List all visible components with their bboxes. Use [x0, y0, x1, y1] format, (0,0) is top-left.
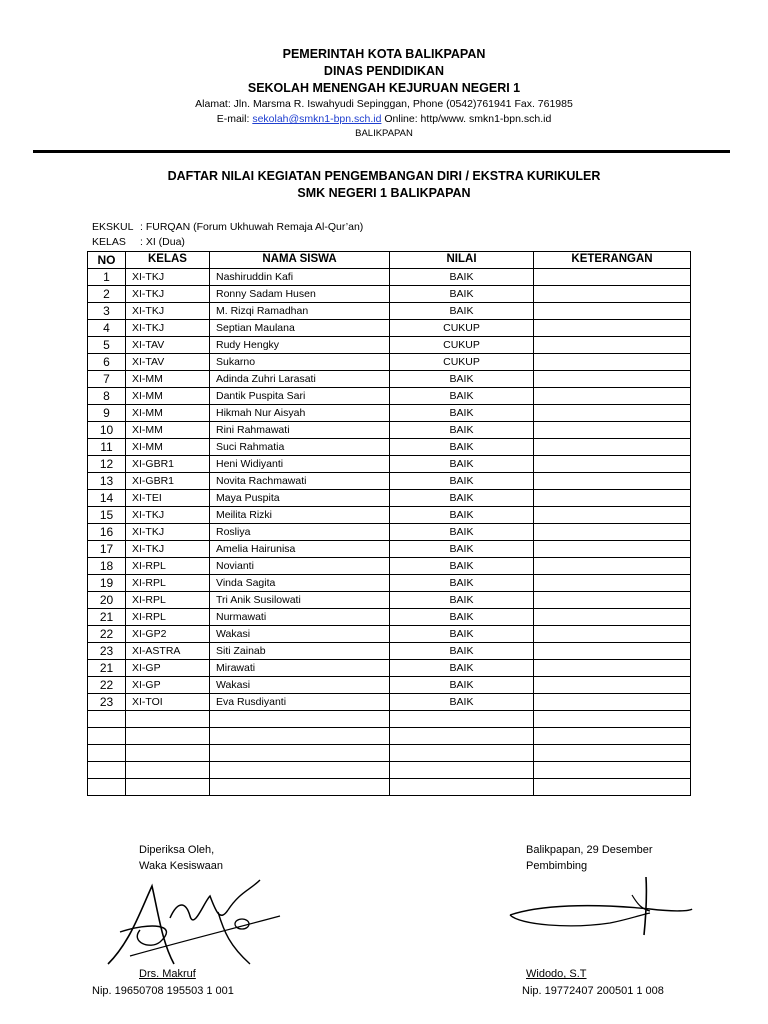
cell-no: 19 — [88, 575, 126, 592]
cell-nilai: BAIK — [390, 303, 534, 320]
cell-no: 20 — [88, 592, 126, 609]
cell-nama: Hikmah Nur Aisyah — [210, 405, 390, 422]
col-keterangan-header: KETERANGAN — [534, 252, 691, 269]
cell-no: 10 — [88, 422, 126, 439]
cell-keterangan — [534, 456, 691, 473]
cell-keterangan — [534, 405, 691, 422]
cell-keterangan — [534, 388, 691, 405]
table-row — [88, 439, 691, 456]
cell-no: 1 — [88, 269, 126, 286]
cell-keterangan — [534, 422, 691, 439]
cell-nilai: BAIK — [390, 473, 534, 490]
table-row — [88, 626, 691, 643]
cell-no: 18 — [88, 558, 126, 575]
table-row — [88, 354, 691, 371]
right-signature-image — [500, 875, 700, 945]
cell-nama: Nashiruddin Kafi — [210, 269, 390, 286]
cell-keterangan — [534, 711, 691, 728]
cell-nama: Adinda Zuhri Larasati — [210, 371, 390, 388]
cell-nilai: BAIK — [390, 439, 534, 456]
cell-kelas: XI-TOI — [126, 694, 210, 711]
cell-nama: Sukarno — [210, 354, 390, 371]
cell-no: 5 — [88, 337, 126, 354]
cell-nama: Amelia Hairunisa — [210, 541, 390, 558]
table-row — [88, 286, 691, 303]
cell-no: 21 — [88, 609, 126, 626]
cell-no: 23 — [88, 643, 126, 660]
table-row — [88, 575, 691, 592]
cell-keterangan — [534, 286, 691, 303]
ekskul-info — [92, 222, 363, 233]
cell-nilai: BAIK — [390, 456, 534, 473]
cell-kelas: XI-TAV — [126, 337, 210, 354]
cell-keterangan — [534, 354, 691, 371]
table-row — [88, 643, 691, 660]
cell-nama: Heni Widiyanti — [210, 456, 390, 473]
cell-nilai: CUKUP — [390, 320, 534, 337]
cell-no: 23 — [88, 694, 126, 711]
table-row — [88, 303, 691, 320]
cell-no: 22 — [88, 626, 126, 643]
cell-keterangan — [534, 609, 691, 626]
cell-no: 3 — [88, 303, 126, 320]
cell-kelas: XI-GP — [126, 660, 210, 677]
cell-no: 11 — [88, 439, 126, 456]
cell-nilai — [390, 711, 534, 728]
cell-nama: Novita Rachmawati — [210, 473, 390, 490]
cell-nilai: BAIK — [390, 609, 534, 626]
cell-nama: Tri Anik Susilowati — [210, 592, 390, 609]
cell-nilai: CUKUP — [390, 337, 534, 354]
cell-nilai — [390, 779, 534, 796]
table-row — [88, 473, 691, 490]
table-row — [88, 388, 691, 405]
cell-keterangan — [534, 745, 691, 762]
table-row — [88, 269, 691, 286]
table-row — [88, 371, 691, 388]
kelas-info — [92, 237, 185, 248]
cell-no — [88, 711, 126, 728]
left-sign-name: Drs. Makruf — [139, 968, 196, 980]
cell-nilai: BAIK — [390, 388, 534, 405]
cell-keterangan — [534, 541, 691, 558]
cell-nama: Novianti — [210, 558, 390, 575]
cell-kelas: XI-TKJ — [126, 507, 210, 524]
left-signature-image — [100, 872, 290, 972]
cell-no: 6 — [88, 354, 126, 371]
cell-nilai: BAIK — [390, 643, 534, 660]
header-school: SEKOLAH MENENGAH KEJURUAN NEGERI 1 — [247, 81, 521, 95]
cell-no: 17 — [88, 541, 126, 558]
cell-keterangan — [534, 490, 691, 507]
col-nama-header: NAMA SISWA — [210, 252, 390, 269]
cell-nama — [210, 711, 390, 728]
right-sign-date: Balikpapan, 29 Desember — [526, 844, 653, 856]
website-text: Online: http/www. smkn1-bpn.sch.id — [381, 113, 552, 125]
cell-kelas: XI-GBR1 — [126, 456, 210, 473]
table-row — [88, 456, 691, 473]
cell-no: 2 — [88, 286, 126, 303]
header-contact — [0, 114, 768, 125]
cell-keterangan — [534, 507, 691, 524]
cell-nilai: BAIK — [390, 405, 534, 422]
cell-kelas: XI-MM — [126, 439, 210, 456]
cell-kelas — [126, 728, 210, 745]
table-row — [88, 728, 691, 745]
table-row — [88, 541, 691, 558]
document-title: DAFTAR NILAI KEGIATAN PENGEMBANGAN DIRI / EKSTRA KURIKULER — [167, 169, 601, 183]
email-link[interactable]: sekolah@smkn1-bpn.sch.id — [252, 113, 382, 125]
header-department: DINAS PENDIDIKAN — [323, 64, 445, 78]
cell-kelas: XI-GBR1 — [126, 473, 210, 490]
cell-nilai — [390, 745, 534, 762]
cell-no: 9 — [88, 405, 126, 422]
cell-no: 8 — [88, 388, 126, 405]
cell-nama: Ronny Sadam Husen — [210, 286, 390, 303]
left-sign-caption: Diperiksa Oleh, — [139, 844, 215, 856]
cell-nilai — [390, 728, 534, 745]
cell-keterangan — [534, 558, 691, 575]
cell-kelas: XI-RPL — [126, 592, 210, 609]
cell-keterangan — [534, 694, 691, 711]
cell-nama: Siti Zainab — [210, 643, 390, 660]
table-row — [88, 592, 691, 609]
cell-kelas — [126, 779, 210, 796]
cell-nama — [210, 762, 390, 779]
table-row — [88, 405, 691, 422]
cell-kelas: XI-TAV — [126, 354, 210, 371]
right-sign-name: Widodo, S.T — [526, 968, 587, 980]
cell-keterangan — [534, 762, 691, 779]
col-kelas-header: KELAS — [126, 252, 210, 269]
cell-keterangan — [534, 626, 691, 643]
table-row — [88, 320, 691, 337]
cell-nilai: BAIK — [390, 507, 534, 524]
cell-no: 4 — [88, 320, 126, 337]
cell-no: 14 — [88, 490, 126, 507]
left-sign-role: Waka Kesiswaan — [139, 860, 223, 872]
cell-nilai: BAIK — [390, 575, 534, 592]
cell-no — [88, 762, 126, 779]
cell-keterangan — [534, 269, 691, 286]
cell-kelas: XI-TEI — [126, 490, 210, 507]
cell-nama: Rosliya — [210, 524, 390, 541]
table-row — [88, 745, 691, 762]
cell-nama: Eva Rusdiyanti — [210, 694, 390, 711]
cell-nilai: BAIK — [390, 286, 534, 303]
cell-nilai: BAIK — [390, 592, 534, 609]
cell-nilai: BAIK — [390, 490, 534, 507]
cell-keterangan — [534, 371, 691, 388]
cell-keterangan — [534, 575, 691, 592]
cell-kelas — [126, 711, 210, 728]
table-body — [88, 269, 691, 796]
cell-nama: Meilita Rizki — [210, 507, 390, 524]
table-row — [88, 507, 691, 524]
cell-kelas: XI-MM — [126, 422, 210, 439]
cell-nama: Maya Puspita — [210, 490, 390, 507]
cell-nama — [210, 728, 390, 745]
grades-table — [87, 251, 691, 796]
table-row — [88, 524, 691, 541]
cell-kelas — [126, 745, 210, 762]
cell-nama: Septian Maulana — [210, 320, 390, 337]
cell-kelas: XI-GP — [126, 677, 210, 694]
header-address: Alamat: Jln. Marsma R. Iswahyudi Sepinggan, Phone (0542)761941 Fax. 761985 — [195, 98, 573, 110]
cell-nama: Suci Rahmatia — [210, 439, 390, 456]
cell-kelas: XI-GP2 — [126, 626, 210, 643]
cell-nilai: BAIK — [390, 677, 534, 694]
cell-kelas — [126, 762, 210, 779]
table-row — [88, 558, 691, 575]
cell-nilai: BAIK — [390, 269, 534, 286]
cell-nilai: BAIK — [390, 371, 534, 388]
cell-kelas: XI-RPL — [126, 575, 210, 592]
table-row — [88, 711, 691, 728]
cell-nilai: BAIK — [390, 660, 534, 677]
col-nilai-header: NILAI — [390, 252, 534, 269]
cell-keterangan — [534, 524, 691, 541]
table-row — [88, 660, 691, 677]
cell-nama: Mirawati — [210, 660, 390, 677]
cell-kelas: XI-TKJ — [126, 541, 210, 558]
table-row — [88, 490, 691, 507]
col-no-header: NO — [88, 252, 126, 269]
document-subtitle: SMK NEGERI 1 BALIKPAPAN — [297, 186, 471, 200]
cell-kelas: XI-TKJ — [126, 524, 210, 541]
cell-nama: Rini Rahmawati — [210, 422, 390, 439]
cell-kelas: XI-MM — [126, 371, 210, 388]
cell-no: 7 — [88, 371, 126, 388]
cell-nilai: BAIK — [390, 524, 534, 541]
cell-keterangan — [534, 592, 691, 609]
cell-nilai: BAIK — [390, 422, 534, 439]
cell-keterangan — [534, 677, 691, 694]
cell-kelas: XI-RPL — [126, 609, 210, 626]
table-header-row — [88, 252, 691, 269]
cell-nama: Vinda Sagita — [210, 575, 390, 592]
table-row — [88, 337, 691, 354]
cell-kelas: XI-TKJ — [126, 320, 210, 337]
cell-nilai: CUKUP — [390, 354, 534, 371]
cell-no: 15 — [88, 507, 126, 524]
cell-nilai — [390, 762, 534, 779]
cell-kelas: XI-RPL — [126, 558, 210, 575]
cell-no — [88, 728, 126, 745]
cell-nama: Nurmawati — [210, 609, 390, 626]
ekskul-label: EKSKUL — [92, 221, 134, 233]
cell-nama — [210, 745, 390, 762]
cell-no — [88, 779, 126, 796]
cell-kelas: XI-MM — [126, 388, 210, 405]
cell-nilai: BAIK — [390, 541, 534, 558]
cell-nama: Rudy Hengky — [210, 337, 390, 354]
kelas-value: : XI (Dua) — [140, 236, 185, 248]
cell-keterangan — [534, 439, 691, 456]
cell-nama: Dantik Puspita Sari — [210, 388, 390, 405]
cell-keterangan — [534, 660, 691, 677]
cell-nama: Wakasi — [210, 626, 390, 643]
table-row — [88, 422, 691, 439]
right-sign-nip: Nip. 19772407 200501 1 008 — [522, 985, 664, 997]
cell-kelas: XI-ASTRA — [126, 643, 210, 660]
cell-no: 21 — [88, 660, 126, 677]
kelas-label: KELAS — [92, 236, 126, 248]
cell-keterangan — [534, 643, 691, 660]
table-row — [88, 779, 691, 796]
cell-nama: Wakasi — [210, 677, 390, 694]
ekskul-value: : FURQAN (Forum Ukhuwah Remaja Al-Qur’an) — [140, 221, 364, 233]
table-row — [88, 609, 691, 626]
cell-keterangan — [534, 728, 691, 745]
table-row — [88, 694, 691, 711]
cell-keterangan — [534, 473, 691, 490]
cell-no: 13 — [88, 473, 126, 490]
cell-keterangan — [534, 303, 691, 320]
left-sign-nip: Nip. 19650708 195503 1 001 — [92, 985, 234, 997]
header-city: BALIKPAPAN — [355, 128, 413, 139]
cell-kelas: XI-TKJ — [126, 269, 210, 286]
cell-no — [88, 745, 126, 762]
cell-nilai: BAIK — [390, 626, 534, 643]
right-sign-role: Pembimbing — [526, 860, 588, 872]
cell-kelas: XI-MM — [126, 405, 210, 422]
table-row — [88, 677, 691, 694]
cell-nilai: BAIK — [390, 694, 534, 711]
email-label: E-mail: — [216, 113, 253, 125]
cell-nama — [210, 779, 390, 796]
header-government: PEMERINTAH KOTA BALIKPAPAN — [282, 47, 486, 61]
cell-kelas: XI-TKJ — [126, 286, 210, 303]
table-row — [88, 762, 691, 779]
cell-keterangan — [534, 779, 691, 796]
cell-nama: M. Rizqi Ramadhan — [210, 303, 390, 320]
cell-no: 16 — [88, 524, 126, 541]
cell-keterangan — [534, 320, 691, 337]
cell-keterangan — [534, 337, 691, 354]
cell-no: 12 — [88, 456, 126, 473]
header-divider — [33, 150, 730, 153]
cell-no: 22 — [88, 677, 126, 694]
cell-nilai: BAIK — [390, 558, 534, 575]
cell-kelas: XI-TKJ — [126, 303, 210, 320]
